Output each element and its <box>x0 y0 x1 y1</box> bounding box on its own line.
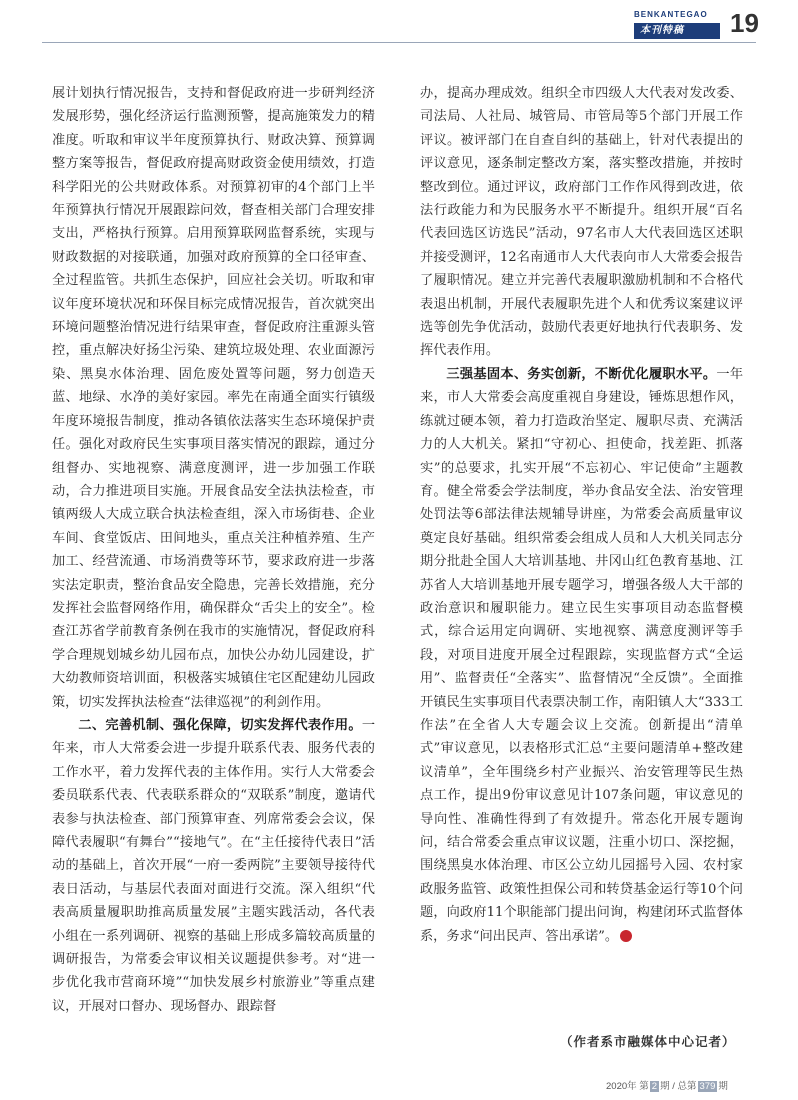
paragraph: 展计划执行情况报告，支持和督促政府进一步研判经济发展形势，强化经济运行监测预警，提高施策发力的精准度。听取和审议半年度预算执行、财政决算、预算调整方案等报告，督促政府提高财政资金使用绩效，打造科学阳光的公共财政体系。对预算初审的4个部门上半年预算执行情况开展跟踪问效，督查相关部门合理安排支出，严格执行预算。启用预算联网监督系统，实现与财政数据的对接联通，加强对政府预算的全口径审查、全过程监管。共抓生态保护，回应社会关切。听取和审议年度环境状况和环保目标完成情况报告，首次就突出环境问题整治情况进行结果审查，督促政府注重源头管控，重点解决好扬尘污染、建筑垃圾处理、农业面源污染、黑臭水体治理、固危废处置等问题，努力创造天蓝、地绿、水净的美好家园。率先在南通全面实行镇级年度环境报告制度，推动各镇依法落实生态环境保护责任。强化对政府民生实事项目落实情况的跟踪，通过分组督办、实地视察、满意度测评，进一步加强工作联动，合力推进项目实施。开展食品安全法执法检查，市镇两级人大成立联合执法检查组，深入市场街巷、企业车间、食堂饭店、田间地头，重点关注种植养殖、生产加工、经营流通、市场消费等环节，要求政府进一步落实法定职责，整治食品安全隐患，完善长效措施，充分发挥社会监督网络作用，确保群众“舌尖上的安全”。检查江苏省学前教育条例在我市的实施情况，督促政府科学合理规划城乡幼儿园布点，加快公办幼儿园建设，扩大幼教师资培训面，积极落实城镇住宅区配建幼儿园政策，切实发挥执法检查“法律巡视”的利剑作用。 <box>52 86 375 710</box>
section-title-en: BENKANTEGAO <box>634 10 708 19</box>
article-column-left <box>52 82 375 1018</box>
article-column-right <box>420 82 743 948</box>
author-note: （作者系市融媒体中心记者） <box>560 1034 736 1049</box>
section-heading: 三强基固本、务实创新，不断优化履职水平。 <box>446 366 717 382</box>
footer-total-issue: 379 <box>699 1081 716 1092</box>
paragraph-body: 一年来，市人大常委会高度重视自身建设，锤炼思想作风，练就过硬本领，着力打造政治坚定、履职尽责、充满活力的人大机关。紧扣“守初心、担使命，找差距、抓落实”的总要求，扎实开展“不忘初心、牢记使命”主题教育。健全常委会学法制度，举办食品安全法、治安管理处罚法等6部法律法规辅导讲座，为常委会高质量审议奠定良好基础。组织常委会组成人员和人大机关同志分期分批赴全国人大培训基地、井冈山红色教育基地、江苏省人大培训基地开展专题学习，增强各级人大干部的政治意识和履职能力。建立民生实事项目动态监督模式，综合运用定向调研、实地视察、满意度测评等手段，对项目进度开展全过程跟踪，实现监督方式“全运用”、监督责任“全落实”、监督情况“全反馈”。全面推开镇民生实事项目代表票决制工作，南阳镇人大“333工作法”在全省人大专题会议上交流。创新提出“清单式”审议意见，以表格形式汇总“主要问题清单+整改建议清单”，全年围绕乡村产业振兴、治安管理等民生热点工作，提出9份审议意见计107条问题，审议意见的导向性、准确性得到了有效提升。常态化开展专题询问，结合常委会重点审议议题，注重小切口、深挖掘，围绕黑臭水体治理、市区公立幼儿园摇号入园、农村家政服务监管、政策性担保公司和转贷基金运行等10个问题，向政府11个职能部门提出问询，构建闭环式监督体系，务求“问出民声、答出承诺”。 <box>420 366 744 944</box>
section-heading: 二、完善机制、强化保障，切实发挥代表作用。 <box>78 717 362 733</box>
page-number: 19 <box>730 8 759 38</box>
paragraph <box>420 363 743 948</box>
footer-year: 2020年 第 <box>606 1081 649 1092</box>
page-header <box>634 10 784 38</box>
footer-suffix: 期 <box>718 1081 728 1092</box>
paragraph: 办，提高办理成效。组织全市四级人大代表对发改委、司法局、人社局、城管局、市管局等5个部门开展工作评议。被评部门在自查自纠的基础上，针对代表提出的评议意见，逐条制定整改方案，落实整改措施，并按时整改到位。通过评议，政府部门工作作风得到改进，依法行政能力和为民服务水平不断提升。组织开展“百名代表回选区访选民”活动，97名市人大代表回选区述职并接受测评，12名南通市人大代表向市人大常委会报告了履职情况。建立并完善代表履职激励机制和不合格代表退出机制，开展代表履职先进个人和优秀议案建议评选等创先争优活动，鼓励代表更好地执行代表职务、发挥代表作用。 <box>420 86 743 359</box>
footer-total-label: 期 / 总第 <box>660 1081 697 1092</box>
footer-issue: 2 <box>651 1081 658 1092</box>
paragraph-body: 一年来，市人大常委会进一步提升联系代表、服务代表的工作水平，着力发挥代表的主体作用。实行人大常委会委员联系代表、代表联系群众的“双联系”制度，邀请代表参与执法检查、部门预算审查、列席常委会会议，保障代表履职“有舞台”“接地气”。在“主任接待代表日”活动的基础上，首次开展“一府一委两院”主要领导接待代表日活动，与基层代表面对面进行交流。深入组织“代表高质量履职助推高质量发展”主题实践活动，各代表小组在一系列调研、视察的基础上形成多篇较高质量的调研报告，为常委会审议相关议题提供参考。对“进一步优化我市营商环境”“加快发展乡村旅游业”等重点建议，开展对口督办、现场督办、跟踪督 <box>52 717 375 1014</box>
paragraph <box>52 714 375 1018</box>
page-footer <box>606 1078 728 1092</box>
end-mark-icon <box>620 930 632 942</box>
header-rule <box>42 42 756 43</box>
section-title-cn: 本刊特稿 <box>634 23 720 39</box>
